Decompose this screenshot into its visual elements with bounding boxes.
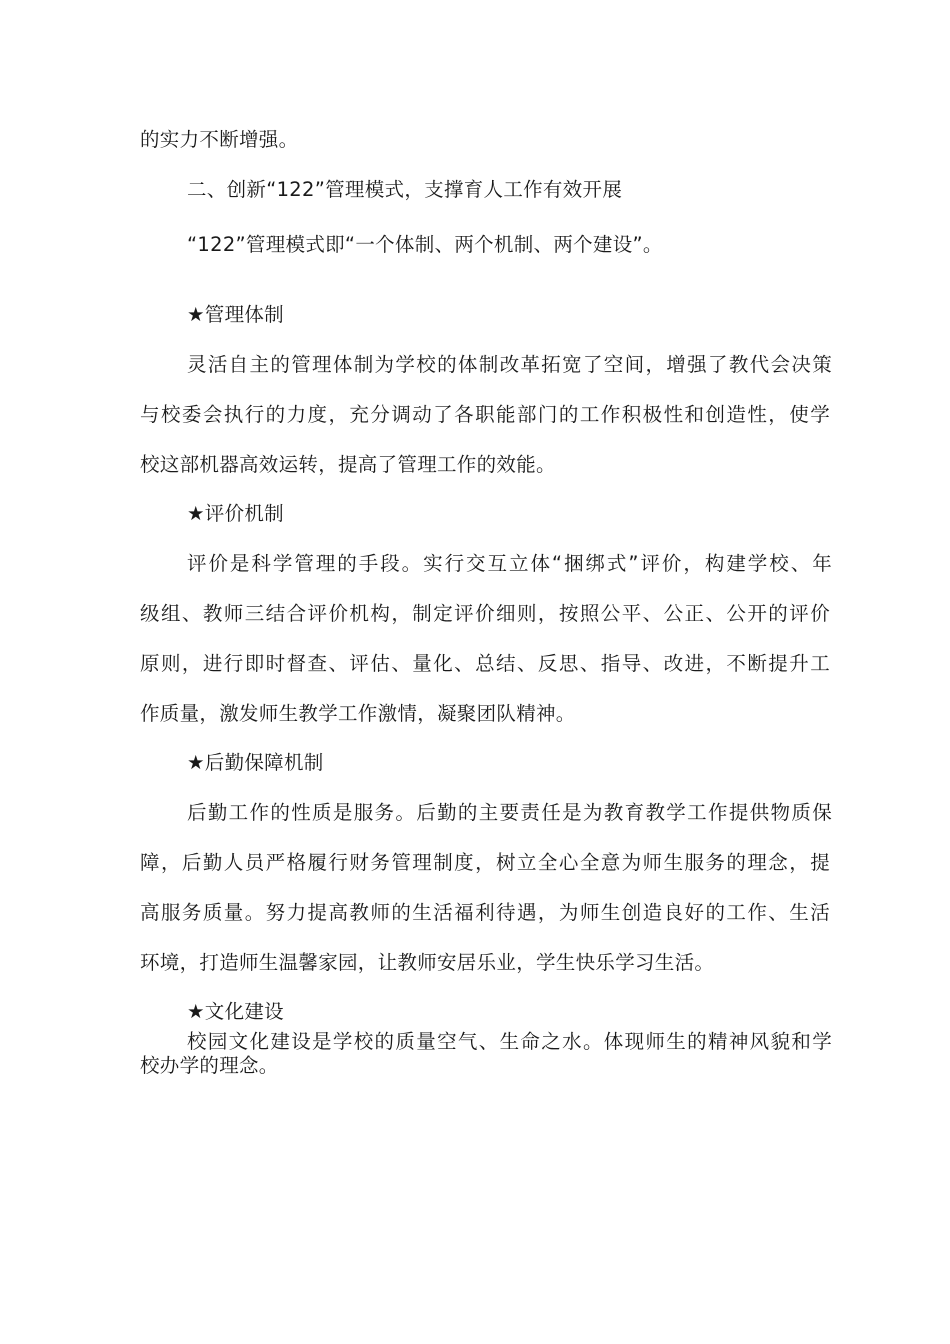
paragraph-line: 作质量，激发师生教学工作激情，凝聚团队精神。: [140, 702, 576, 725]
paragraph-line: 评价是科学管理的手段。实行交互立体“捆绑式”评价，构建学校、年: [187, 552, 832, 575]
paragraph-line: 校园文化建设是学校的质量空气、生命之水。体现师生的精神风貌和学: [187, 1030, 832, 1053]
subheading-culture: ★文化建设: [187, 1000, 284, 1023]
paragraph-line: 灵活自主的管理体制为学校的体制改革拓宽了空间，增强了教代会决策: [187, 353, 832, 376]
paragraph-line: 级组、教师三结合评价机构，制定评价细则，按照公平、公正、公开的评价: [140, 602, 830, 625]
paragraph-line: 校这部机器高效运转，提高了管理工作的效能。: [140, 453, 556, 476]
paragraph-tail: 的实力不断增强。: [140, 128, 299, 151]
section-heading: 二、创新“122”管理模式，支撑育人工作有效开展: [187, 178, 623, 201]
paragraph-line: 原则，进行即时督查、评估、量化、总结、反思、指导、改进，不断提升工: [140, 652, 830, 675]
subheading-evaluation: ★评价机制: [187, 502, 284, 525]
paragraph-line: 环境，打造师生温馨家园，让教师安居乐业，学生快乐学习生活。: [140, 951, 715, 974]
paragraph-line: 障，后勤人员严格履行财务管理制度，树立全心全意为师生服务的理念，提: [140, 851, 830, 874]
paragraph-line: 后勤工作的性质是服务。后勤的主要责任是为教育教学工作提供物质保: [187, 801, 832, 824]
paragraph-line: 与校委会执行的力度，充分调动了各职能部门的工作积极性和创造性，使学: [140, 403, 830, 426]
subheading-management-system: ★管理体制: [187, 303, 284, 326]
intro-sentence: “122”管理模式即“一个体制、两个机制、两个建设”。: [187, 233, 663, 256]
subheading-logistics: ★后勤保障机制: [187, 751, 324, 774]
paragraph-line: 校办学的理念。: [140, 1054, 279, 1077]
paragraph-line: 高服务质量。努力提高教师的生活福利待遇，为师生创造良好的工作、生活: [140, 901, 830, 924]
